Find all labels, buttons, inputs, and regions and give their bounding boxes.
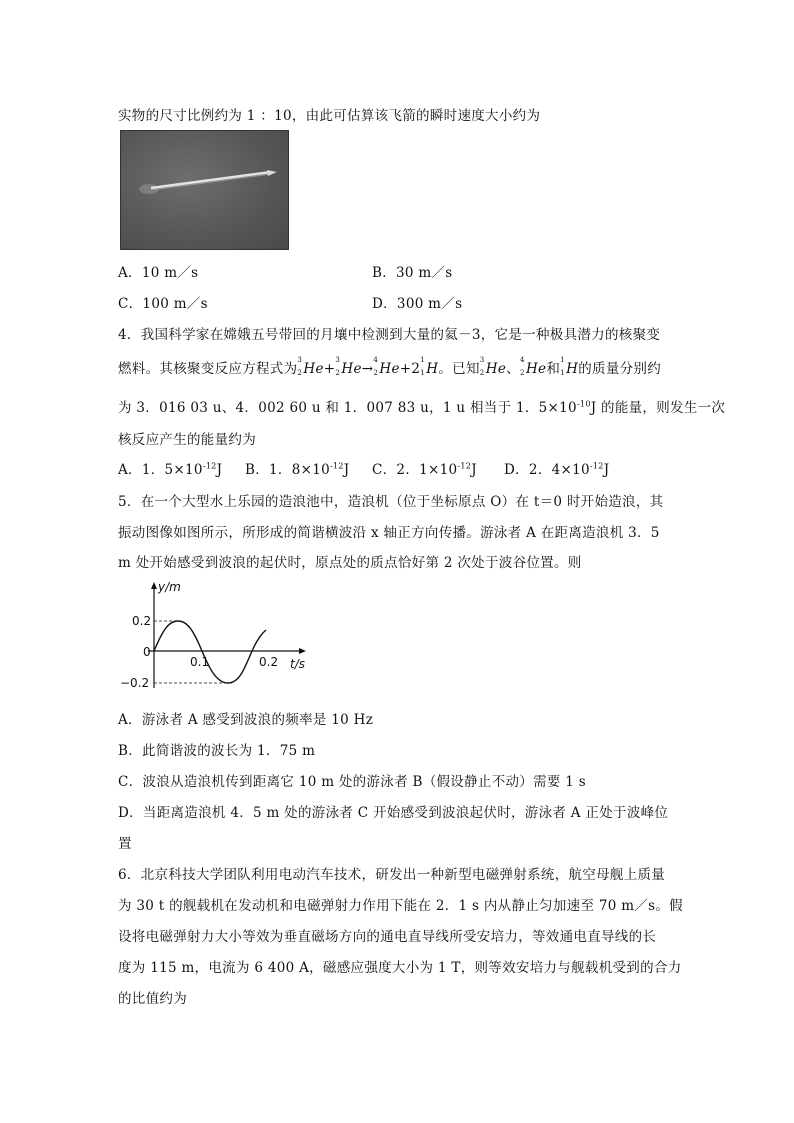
nuclide-he4: 4 2 He [373,356,400,377]
q5-option-d-line-1: D．当距离造浪机 4．5 m 处的游泳者 C 开始感受到波浪起伏时，游泳者 A 正处于波峰位 [118,805,669,821]
y-axis-arrow [151,582,157,589]
q6-line-2: 为 30 t 的舰载机在发动机和电磁弹射力作用下能在 2．1 s 内从静止匀加速至 70 m／s。假 [118,898,683,914]
nuclide-h1-b: 1 1 H [560,356,579,377]
q4-line-3: 为 3．016 03 u、4．002 60 u 和 1．007 83 u，1 u 相当于 1．$5\times 10^{-10}J$ 的能量，则发生一次 [118,399,726,416]
y-tick-bottom: −0.2 [120,676,150,690]
nuclide-h1: 1 1 H [420,356,439,377]
x-axis-arrow [299,648,306,654]
q5-option-c: C．波浪从造浪机传到距离它 10 m 处的游泳者 B（假设静止不动）需要 1 s [118,774,586,790]
q5-option-b: B．此简谐波的波长为 1．75 m [118,743,316,759]
q5-line-1: 5．在一个大型水上乐园的造浪池中，造浪机（位于坐标原点 O）在 t＝0 时开始造浪，其 [118,494,664,510]
y-tick-top: 0.2 [132,614,152,628]
nuclide-he3-b: 3 2 He [335,356,362,377]
q3-option-a: A．10 m／s [118,265,199,281]
wave-curve [154,621,266,683]
q6-line-1: 6．北京科技大学团队利用电动汽车技术，研发出一种新型电磁弹射系统，航空母舰上质量 [118,867,666,883]
q5-option-d-line-2: 置 [118,836,132,852]
q5-line-2: 振动图像如图所示，所形成的简谐横波沿 x 轴正方向传播。游泳者 A 在距离造浪机 3．5 [118,525,660,541]
q5-option-a: A．游泳者 A 感受到波浪的频率是 10 Hz [118,712,374,728]
q6-line-5: 的比值约为 [118,991,187,1007]
y-axis-label: y/m [158,580,181,594]
nuclide-he3-a: 3 2 He [297,356,324,377]
nuclide-he3-c: 3 2 He [479,356,507,377]
q4-line-1: 4．我国科学家在嫦娥五号带回的月壤中检测到大量的氦－3，它是一种极具潜力的核聚变 [118,327,661,343]
q6-line-4: 度为 115 m，电流为 6 400 A，磁感应强度大小为 1 T，则等效安培力与舰载机受到的合力 [118,960,682,976]
q4-option-b: B．1．$8\times 10^{-12}J$ [245,461,350,478]
q4-option-a: A．1．$5\times 10^{-12}J$ [118,461,223,478]
q4-option-c: C．2．$1\times 10^{-12}J$ [372,461,477,478]
origin-label: 0 [143,645,151,659]
q3-option-b: B．30 m／s [372,265,453,281]
arrow-photo [120,130,289,250]
q5-line-3: m 处开始感受到波浪的起伏时，原点处的质点恰好第 2 次处于波谷位置。则 [118,555,582,571]
q4-option-d: D．2．$4\times 10^{-12}J$ [504,461,610,478]
q3-option-c: C．100 m／s [118,296,208,312]
q4-line-2: 燃料。其核聚变反应方程式为 3 2 He+ 3 2 He→ 4 2 He+2 1 1 H。已知 3 2 He、 4 2 He和 1 1 H的质量分别约 [118,356,662,377]
x-axis-label: t/s [290,657,305,671]
q4-line2-prefix: 燃料。其核聚变反应方程式为 [118,361,298,377]
q4-line-4: 核反应产生的能量约为 [118,432,256,448]
q6-line-3: 设将电磁弹射力大小等效为垂直磁场方向的通电直导线所受安培力，等效通电直导线的长 [118,929,657,945]
q3-option-d: D．300 m／s [372,296,463,312]
x-tick-1: 0.1 [190,655,210,669]
nuclide-he4-b: 4 2 He [519,356,547,377]
q3-stem-line: 实物的尺寸比例约为 1 ：10，由此可估算该飞箭的瞬时速度大小约为 [118,108,541,124]
x-tick-2: 0.2 [259,655,279,669]
vibration-graph [118,580,318,692]
